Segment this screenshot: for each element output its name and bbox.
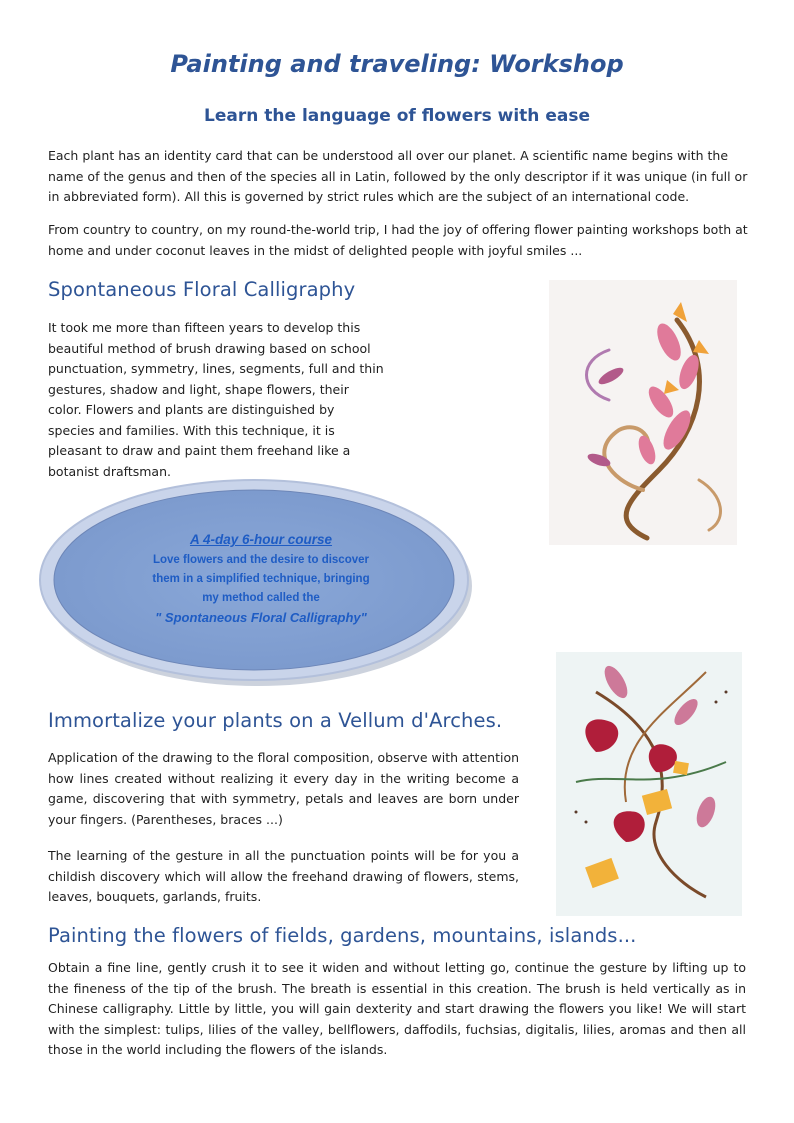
section-heading-painting-flowers: Painting the flowers of fields, gardens, mountains, islands... xyxy=(48,924,637,947)
floral-composition-illustration xyxy=(556,652,742,916)
intro-paragraph-2: From country to country, on my round-the-world trip, I had the joy of offering flower painting workshops both at home and under coconut leaves in the midst of delighted people with joyful smiles ... xyxy=(48,222,748,258)
course-title: A 4-day 6-hour course xyxy=(189,532,333,547)
section-floral-calligraphy-text: It took me more than fifteen years to develop this beautiful method of brush drawing based on school punctuation, symmetry, lines, segments, full and thin gestures, shadow and light, shape flowers, their color. Flowers and plants are distinguished by species and families. With this technique, it is pleasant to draw and paint them freehand like a botanist draftsman. xyxy=(48,320,384,479)
section-vellum-paragraph-2: The learning of the gesture in all the punctuation points will be for you a childish discovery which will allow the freehand drawing of flowers, stems, leaves, bouquets, garlands, fruits. xyxy=(48,848,519,904)
floral-calligraphy-illustration xyxy=(549,280,737,545)
course-line-3: my method called the xyxy=(202,592,320,604)
page-title: Painting and traveling: Workshop xyxy=(170,50,624,78)
course-method-name: " Spontaneous Floral Calligraphy" xyxy=(155,610,367,625)
course-line-1: Love flowers and the desire to discover xyxy=(152,554,369,566)
course-callout xyxy=(36,476,476,690)
section-heading-floral-calligraphy: Spontaneous Floral Calligraphy xyxy=(48,278,356,301)
page-subtitle: Learn the language of flowers with ease xyxy=(204,106,590,126)
section-vellum-paragraph-1: Application of the drawing to the floral composition, observe with attention how lines created without realizing it every day in the writing become a game, discovering that with symmetry, petals and leaves are born under your fingers. (Parentheses, braces ...) xyxy=(48,750,520,827)
section-heading-vellum: Immortalize your plants on a Vellum d'Arches. xyxy=(48,709,503,732)
intro-paragraph-1: Each plant has an identity card that can be understood all over our planet. A scientific name begins with the name of the genus and then of the species all in Latin, followed by the only descriptor if it was unique (in full or in abbreviated form). All this is governed by strict rules which are the subject of an international code. xyxy=(48,148,748,204)
section-painting-flowers-text: Obtain a fine line, gently crush it to see it widen and without letting go, continue the gesture by lifting up to the fineness of the tip of the brush. The breath is essential in this creation. The brush is held vertically as in Chinese calligraphy. Little by little, you will gain dexterity and start drawing the flowers you like! We will start with the simplest: tulips, lilies of the valley, bellflowers, daffodils, fuchsias, digitalis, lilies, aromas and then all those in the world including the flowers of the islands. xyxy=(48,960,746,1057)
course-line-2: them in a simplified technique, bringing xyxy=(152,573,370,585)
